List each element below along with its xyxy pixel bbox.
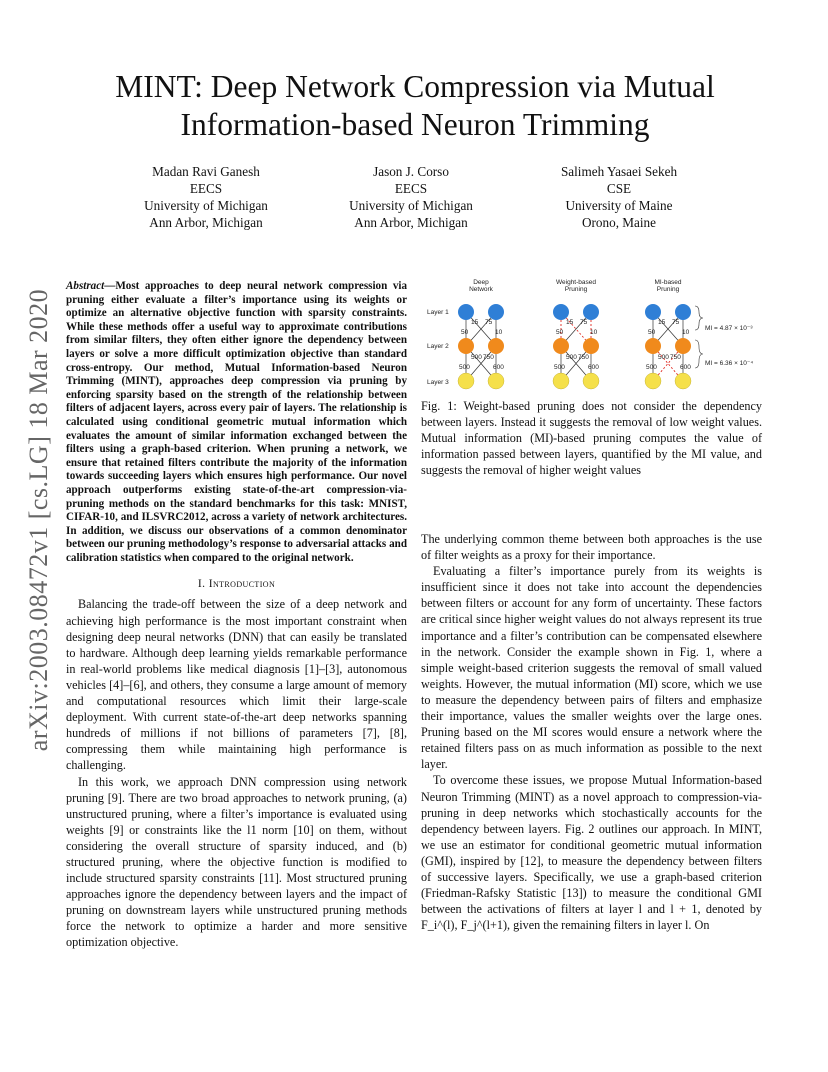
neuron-l3-b [583, 373, 599, 389]
author-dept: CSE [606, 181, 632, 196]
weight-label: 500 [459, 364, 470, 371]
weight-label: 10 [682, 329, 690, 336]
weight-label: 75 [672, 319, 680, 326]
weight-label: 600 [493, 364, 504, 371]
weight-label: 15 [566, 319, 574, 326]
weight-label: 500 [646, 364, 657, 371]
weight-label: 15 [658, 319, 666, 326]
layer-label-3: Layer 3 [427, 379, 449, 386]
right-paragraph-3: To overcome these issues, we propose Mutual Information-based Neuron Trimming (MINT) as a novel approach to compression-via-pruning in deep networks which stochastically accounts for the dependency between layers. Fig. 2 outlines our approach. In MINT, we use an estimator for conditional geometric mutual information (GMI), inspired by [12], to measure the dependency between filters of successive layers. Specifically, we use a graph-based criterion (Friedman-Rafsky Statistic [13]) to measure the conditional GMI between the activations of filters at layer l and l + 1, denoted by F_i^(l), F_j^(l+1), given the remaining filters in layer l. On [421, 773, 762, 933]
neuron-l1-a [458, 304, 474, 320]
section-heading-introduction: I. Introduction [197, 577, 276, 591]
panel-deep-network [458, 304, 504, 389]
abstract-text: —Most approaches to deep neural network compression via pruning either evaluate a filter’s importance using its weights or optimize an alternative objective function with sparsity constraints. While these methods offer a useful way to approximate contributions from similar filters, they often either ignore the dependency between layers or solve a more difficult optimization objective than standard cross-entropy. Our method, Mutual Information-based Neuron Trimming (MINT), approaches deep compression via pruning by enforcing sparsity based on the strength of the relationship between filters of adjacent layers, across every pair of layers. The relationship is calculated using conditional geometric mutual information which evaluates the amount of similar information exchanged between the filters using a graph-based criterion. When pruning a network, we ensure that retained filters contribute the majority of the information towards succeeding layers which ensures high performance. Our novel approach outperforms existing state-of-the-art compression-via-pruning methods on the standard benchmarks for this task: MNIST, CIFAR-10, and ILSVRC2012, across a variety of network architectures. In addition, we discuss our observations of a common denominator between our pruning methodology’s response to adversarial attacks and calibration statistics when compared to the original network. [66, 280, 407, 564]
weight-label: 500 [471, 354, 482, 361]
neuron-l1-b [583, 304, 599, 320]
brace-icon [695, 306, 703, 330]
arxiv-id: arXiv:2003.08472v1 [cs.LG] 18 Mar 2020 [24, 288, 53, 752]
left-column [66, 280, 407, 951]
abstract [66, 280, 407, 565]
author-location: Ann Arbor, Michigan [354, 215, 468, 230]
weight-label: 10 [590, 329, 598, 336]
paper-title: MINT: Deep Network Compression via Mutual Information-based Neuron Trimming [115, 69, 715, 142]
author-1 [96, 163, 316, 231]
author-name: Salimeh Yasaei Sekeh [560, 164, 678, 179]
neuron-l1-b [675, 304, 691, 320]
abstract-label: Abstract [66, 280, 105, 292]
neuron-l3-a [458, 373, 474, 389]
weight-label: 500 [658, 354, 669, 361]
mi-value-label: MI = 6.36 × 10⁻⁴ [705, 360, 754, 367]
author-location: Orono, Maine [582, 215, 656, 230]
panel-mi-based-pruning [645, 304, 753, 389]
panel-weight-based-pruning [553, 304, 599, 389]
neuron-l3-b [488, 373, 504, 389]
panel-title-mi-based-2: Pruning [656, 286, 680, 293]
neuron-l2-a [645, 338, 661, 354]
brace-icon [695, 340, 703, 368]
author-name: Madan Ravi Ganesh [152, 164, 260, 179]
weight-label: 750 [578, 354, 589, 361]
intro-paragraph-2: In this work, we approach DNN compression using network pruning [9]. There are two broad approaches to network pruning, (a) unstructured pruning, where a filter’s importance is evaluated using weights [9] or constraints like the l1 norm [10] on them, without considering the overall structure of sparsity induced, and (b) structured pruning, where the objective function is modified to include structured sparsity constraints [11]. Most structured pruning approaches ignore the dependency between layers and the impact of pruning on downstream layers while unstructured pruning methods force the network to optimize a harder and more sensitive optimization objective. [66, 774, 407, 950]
author-2 [301, 163, 521, 231]
arxiv-sidebar-stamp [16, 240, 62, 800]
weight-label: 15 [471, 319, 479, 326]
weight-label: 750 [483, 354, 494, 361]
panel-title-mi-based: MI-based [654, 279, 682, 286]
figure-1-diagram [421, 276, 766, 398]
panel-title-weight-based: Weight-based [556, 279, 596, 286]
author-location: Ann Arbor, Michigan [149, 215, 263, 230]
weight-label: 50 [461, 329, 469, 336]
right-paragraph-2: Evaluating a filter’s importance purely from its weights is insufficient since it does not take into account the dependencies between filters or account for any form of uncertainty. These factors are critical since higher weight values do not always represent its true importance and a filter’s contribution can be compensated elsewhere in the network. Consider the example shown in Fig. 1, where a simple weight-based criterion suggests the removal of small valued weights. However, the mutual information (MI) score, which we use to measure the dependency between pairs of filters and emphasize their importance, values the smaller weights over the large ones. Pruning based on the MI scores would ensure a network where the retained filters pass on as much information as possible to the next layer. [421, 564, 762, 772]
intro-paragraph-1: Balancing the trade-off between the size of a deep network and achieving high performance is the most important constraint when designing deep neural networks (DNN) that can easily be translated to hardware. Although deep learning yields remarkable performance in real-world problems like medical diagnosis [1]–[3], autonomous vehicles [4]–[6], and others, they consume a large amount of memory and computational resources which limit their large-scale deployment. With current state-of-the-art deep networks spanning hundreds of millions if not billions of parameters [7], [8], compressing them while maintaining high performance is challenging. [66, 597, 407, 773]
weight-label: 500 [554, 364, 565, 371]
neuron-l1-b [488, 304, 504, 320]
neuron-l3-a [553, 373, 569, 389]
weight-label: 10 [495, 329, 503, 336]
author-dept: EECS [394, 181, 428, 196]
author-affiliation: University of Michigan [144, 198, 268, 213]
mi-value-label: MI = 4.87 × 10⁻³ [705, 325, 753, 332]
weight-label: 50 [648, 329, 656, 336]
weight-label: 750 [670, 354, 681, 361]
weight-label: 75 [485, 319, 493, 326]
layer-label-1: Layer 1 [427, 309, 449, 316]
neuron-l1-a [553, 304, 569, 320]
neuron-l3-b [675, 373, 691, 389]
neuron-l2-b [675, 338, 691, 354]
figure-1 [421, 276, 766, 398]
panel-title-deep-network-2: Network [469, 286, 493, 293]
weight-label: 500 [566, 354, 577, 361]
neuron-l2-a [458, 338, 474, 354]
neuron-l3-a [645, 373, 661, 389]
layer-label-2: Layer 2 [427, 343, 449, 350]
author-affiliation: University of Maine [565, 198, 673, 213]
weight-label: 600 [588, 364, 599, 371]
author-3 [509, 163, 729, 231]
author-dept: EECS [189, 181, 223, 196]
panel-title-weight-based-2: Pruning [564, 286, 588, 293]
weight-label: 50 [556, 329, 564, 336]
weight-label: 600 [680, 364, 691, 371]
weight-label: 75 [580, 319, 588, 326]
panel-title-deep-network: Deep [473, 279, 489, 286]
author-block [0, 163, 828, 243]
figure-1-caption: Fig. 1: Weight-based pruning does not consider the dependency between layers. Instead it suggests the removal of low weight values. Mutual information (MI)-based pruning computes the value of information passed between layers, quantified by the MI value, and suggests the removal of higher weight values [421, 399, 762, 478]
neuron-l2-b [583, 338, 599, 354]
right-column [421, 531, 762, 933]
neuron-l1-a [645, 304, 661, 320]
neuron-l2-a [553, 338, 569, 354]
neuron-l2-b [488, 338, 504, 354]
author-affiliation: University of Michigan [349, 198, 473, 213]
author-name: Jason J. Corso [373, 164, 449, 179]
right-paragraph-1: The underlying common theme between both approaches is the use of filter weights as a proxy for their importance. [421, 532, 762, 563]
